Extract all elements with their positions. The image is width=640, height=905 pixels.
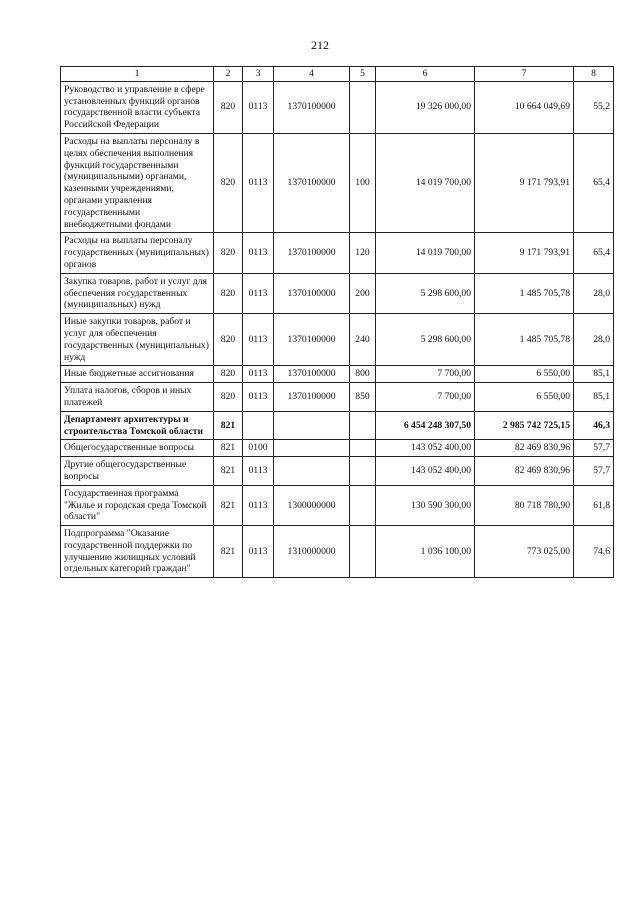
plan-amount-cell: 6 454 248 307,50 (376, 411, 475, 440)
page-number: 212 (311, 38, 329, 52)
fact-amount-cell: 80 718 780,90 (475, 485, 574, 525)
expense-type-cell: 800 (350, 366, 376, 383)
percent-cell: 65,4 (574, 133, 614, 232)
table-row (61, 314, 614, 366)
header-cell: 6 (376, 67, 475, 82)
target-code-cell: 1370100000 (274, 383, 350, 412)
expense-type-cell: 850 (350, 383, 376, 412)
grbs-code-cell: 821 (214, 411, 243, 440)
table-row (61, 383, 614, 412)
percent-cell: 28,0 (574, 314, 614, 366)
fact-amount-cell: 2 985 742 725,15 (475, 411, 574, 440)
row-name-cell: Государственная программа "Жилье и городская среда Томской области" (61, 485, 214, 525)
target-code-cell: 1370100000 (274, 233, 350, 273)
table-row (61, 366, 614, 383)
plan-amount-cell: 130 590 300,00 (376, 485, 475, 525)
expense-type-cell (350, 81, 376, 133)
expense-type-cell (350, 485, 376, 525)
expense-type-cell: 120 (350, 233, 376, 273)
percent-cell: 46,3 (574, 411, 614, 440)
grbs-code-cell: 820 (214, 133, 243, 232)
table-body (61, 81, 614, 577)
expense-type-cell (350, 457, 376, 486)
row-name-cell: Другие общегосударственные вопросы (61, 457, 214, 486)
percent-cell: 85,1 (574, 383, 614, 412)
percent-cell: 57,7 (574, 457, 614, 486)
fact-amount-cell: 1 485 705,78 (475, 273, 574, 313)
section-code-cell: 0113 (243, 233, 274, 273)
plan-amount-cell: 7 700,00 (376, 366, 475, 383)
percent-cell: 61,8 (574, 485, 614, 525)
header-row (61, 67, 614, 82)
plan-amount-cell: 19 326 000,00 (376, 81, 475, 133)
section-code-cell: 0113 (243, 526, 274, 578)
target-code-cell (274, 440, 350, 457)
target-code-cell: 1370100000 (274, 81, 350, 133)
section-code-cell: 0113 (243, 485, 274, 525)
grbs-code-cell: 820 (214, 273, 243, 313)
expense-type-cell: 100 (350, 133, 376, 232)
budget-table (60, 66, 614, 578)
header-cell: 8 (574, 67, 614, 82)
table-row (61, 273, 614, 313)
percent-cell: 85,1 (574, 366, 614, 383)
row-name-cell: Расходы на выплаты персоналу государственных (муниципальных) органов (61, 233, 214, 273)
fact-amount-cell: 9 171 793,91 (475, 133, 574, 232)
plan-amount-cell: 5 298 600,00 (376, 314, 475, 366)
fact-amount-cell: 6 550,00 (475, 366, 574, 383)
expense-type-cell (350, 526, 376, 578)
header-cell: 3 (243, 67, 274, 82)
percent-cell: 57,7 (574, 440, 614, 457)
target-code-cell: 1370100000 (274, 366, 350, 383)
table-row (61, 485, 614, 525)
plan-amount-cell: 143 052 400,00 (376, 457, 475, 486)
section-code-cell: 0113 (243, 314, 274, 366)
plan-amount-cell: 14 019 700,00 (376, 233, 475, 273)
grbs-code-cell: 820 (214, 366, 243, 383)
row-name-cell: Расходы на выплаты персоналу в целях обеспечения выполнения функций государственными (муниципальными) органами, казенными учреждениями, органами управления государственными внебюджетными фондами (61, 133, 214, 232)
expense-type-cell: 240 (350, 314, 376, 366)
target-code-cell (274, 411, 350, 440)
grbs-code-cell: 820 (214, 233, 243, 273)
target-code-cell: 1370100000 (274, 314, 350, 366)
fact-amount-cell: 1 485 705,78 (475, 314, 574, 366)
percent-cell: 28,0 (574, 273, 614, 313)
section-code-cell: 0113 (243, 133, 274, 232)
expense-type-cell (350, 440, 376, 457)
target-code-cell: 1370100000 (274, 133, 350, 232)
fact-amount-cell: 82 469 830,96 (475, 440, 574, 457)
percent-cell: 55,2 (574, 81, 614, 133)
header-cell: 1 (61, 67, 214, 82)
section-code-cell (243, 411, 274, 440)
row-name-cell: Департамент архитектуры и строительства Томской области (61, 411, 214, 440)
section-code-cell: 0113 (243, 81, 274, 133)
plan-amount-cell: 5 298 600,00 (376, 273, 475, 313)
section-code-cell: 0100 (243, 440, 274, 457)
row-name-cell: Общегосударственные вопросы (61, 440, 214, 457)
section-code-cell: 0113 (243, 273, 274, 313)
header-cell: 7 (475, 67, 574, 82)
section-code-cell: 0113 (243, 457, 274, 486)
percent-cell: 74,6 (574, 526, 614, 578)
row-name-cell: Закупка товаров, работ и услуг для обеспечения государственных (муниципальных) нужд (61, 273, 214, 313)
table-row (61, 457, 614, 486)
row-name-cell: Уплата налогов, сборов и иных платежей (61, 383, 214, 412)
plan-amount-cell: 143 052 400,00 (376, 440, 475, 457)
plan-amount-cell: 7 700,00 (376, 383, 475, 412)
plan-amount-cell: 1 036 100,00 (376, 526, 475, 578)
grbs-code-cell: 821 (214, 485, 243, 525)
fact-amount-cell: 9 171 793,91 (475, 233, 574, 273)
table-row (61, 81, 614, 133)
grbs-code-cell: 820 (214, 81, 243, 133)
target-code-cell: 1370100000 (274, 273, 350, 313)
grbs-code-cell: 821 (214, 457, 243, 486)
header-cell: 5 (350, 67, 376, 82)
row-name-cell: Руководство и управление в сфере установленных функций органов государственной власти субъекта Российской Федерации (61, 81, 214, 133)
table-row (61, 133, 614, 232)
fact-amount-cell: 6 550,00 (475, 383, 574, 412)
fact-amount-cell: 773 025,00 (475, 526, 574, 578)
grbs-code-cell: 821 (214, 440, 243, 457)
expense-type-cell (350, 411, 376, 440)
grbs-code-cell: 820 (214, 314, 243, 366)
target-code-cell: 1310000000 (274, 526, 350, 578)
table-row (61, 440, 614, 457)
target-code-cell: 1300000000 (274, 485, 350, 525)
row-name-cell: Подпрограмма "Оказание государственной поддержки по улучшению жилищных условий отдельных категорий граждан" (61, 526, 214, 578)
table-row (61, 526, 614, 578)
row-name-cell: Иные бюджетные ассигнования (61, 366, 214, 383)
header-cell: 4 (274, 67, 350, 82)
expense-type-cell: 200 (350, 273, 376, 313)
percent-cell: 65,4 (574, 233, 614, 273)
header-cell: 2 (214, 67, 243, 82)
section-code-cell: 0113 (243, 383, 274, 412)
section-code-cell: 0113 (243, 366, 274, 383)
grbs-code-cell: 820 (214, 383, 243, 412)
target-code-cell (274, 457, 350, 486)
plan-amount-cell: 14 019 700,00 (376, 133, 475, 232)
grbs-code-cell: 821 (214, 526, 243, 578)
fact-amount-cell: 82 469 830,96 (475, 457, 574, 486)
table-row (61, 233, 614, 273)
row-name-cell: Иные закупки товаров, работ и услуг для обеспечения государственных (муниципальных) нужд (61, 314, 214, 366)
fact-amount-cell: 10 664 049,69 (475, 81, 574, 133)
table-row (61, 411, 614, 440)
